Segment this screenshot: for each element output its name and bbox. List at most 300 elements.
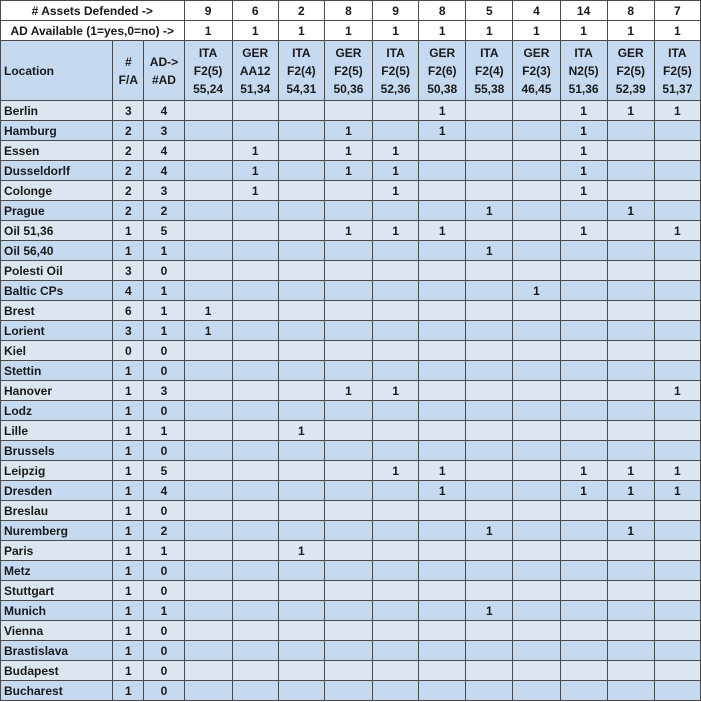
assignment-cell[interactable] [513, 481, 560, 501]
assignment-cell[interactable] [324, 361, 372, 381]
assignment-cell[interactable]: 1 [278, 421, 324, 441]
assignment-cell[interactable] [184, 381, 232, 401]
assets-defended-value[interactable]: 8 [324, 1, 372, 21]
unit-column-header[interactable] [419, 41, 466, 101]
assignment-cell[interactable] [419, 261, 466, 281]
assignment-cell[interactable] [560, 561, 607, 581]
assignment-cell[interactable] [232, 401, 278, 421]
assignment-cell[interactable] [184, 461, 232, 481]
assignment-cell[interactable] [654, 161, 700, 181]
assignment-cell[interactable] [278, 621, 324, 641]
assignment-cell[interactable] [232, 201, 278, 221]
assignment-cell[interactable] [419, 661, 466, 681]
assignment-cell[interactable] [560, 421, 607, 441]
assignment-cell[interactable] [232, 461, 278, 481]
assignment-cell[interactable] [513, 641, 560, 661]
assignment-cell[interactable] [278, 561, 324, 581]
ad-cell[interactable]: 0 [144, 501, 184, 521]
assignment-cell[interactable] [232, 521, 278, 541]
fa-cell[interactable]: 4 [113, 281, 144, 301]
assignment-cell[interactable] [373, 641, 419, 661]
unit-column-header[interactable] [232, 41, 278, 101]
ad-cell[interactable]: 4 [144, 101, 184, 121]
assignment-cell[interactable]: 1 [560, 161, 607, 181]
assignment-cell[interactable]: 1 [373, 381, 419, 401]
assignment-cell[interactable] [324, 401, 372, 421]
assignment-cell[interactable]: 1 [419, 101, 466, 121]
assignment-cell[interactable] [513, 461, 560, 481]
assignment-cell[interactable] [232, 501, 278, 521]
assignment-cell[interactable]: 1 [654, 461, 700, 481]
assignment-cell[interactable] [184, 141, 232, 161]
assignment-cell[interactable] [373, 561, 419, 581]
assignment-cell[interactable] [184, 281, 232, 301]
assignment-cell[interactable] [184, 581, 232, 601]
assignment-cell[interactable]: 1 [373, 141, 419, 161]
assignment-cell[interactable] [513, 681, 560, 701]
assignment-cell[interactable] [419, 321, 466, 341]
assets-defended-value[interactable]: 8 [419, 1, 466, 21]
assignment-cell[interactable] [373, 401, 419, 421]
fa-cell[interactable]: 6 [113, 301, 144, 321]
assignment-cell[interactable] [419, 581, 466, 601]
assignment-cell[interactable] [654, 261, 700, 281]
assignment-cell[interactable] [654, 441, 700, 461]
assignment-cell[interactable]: 1 [654, 381, 700, 401]
location-cell[interactable]: Brest [1, 301, 113, 321]
assignment-cell[interactable] [324, 181, 372, 201]
location-cell[interactable]: Hamburg [1, 121, 113, 141]
assignment-cell[interactable] [184, 501, 232, 521]
assignment-cell[interactable] [419, 641, 466, 661]
assignment-cell[interactable] [607, 281, 654, 301]
assignment-cell[interactable] [232, 661, 278, 681]
fa-cell[interactable]: 3 [113, 101, 144, 121]
fa-cell[interactable]: 1 [113, 241, 144, 261]
assignment-cell[interactable] [513, 161, 560, 181]
assignment-cell[interactable] [466, 181, 513, 201]
assignment-cell[interactable] [184, 421, 232, 441]
assignment-cell[interactable] [513, 321, 560, 341]
assignment-cell[interactable] [607, 261, 654, 281]
ad-cell[interactable]: 0 [144, 261, 184, 281]
assignment-cell[interactable] [184, 241, 232, 261]
assignment-cell[interactable] [184, 121, 232, 141]
unit-column-header[interactable] [184, 41, 232, 101]
ad-cell[interactable]: 4 [144, 481, 184, 501]
assignment-cell[interactable] [560, 641, 607, 661]
assignment-cell[interactable] [278, 501, 324, 521]
assignment-cell[interactable] [324, 621, 372, 641]
assignment-cell[interactable] [232, 221, 278, 241]
assignment-cell[interactable] [373, 341, 419, 361]
assignment-cell[interactable] [607, 541, 654, 561]
assignment-cell[interactable] [278, 381, 324, 401]
assignment-cell[interactable] [278, 481, 324, 501]
assignment-cell[interactable] [513, 121, 560, 141]
assignment-cell[interactable] [607, 501, 654, 521]
ad-cell[interactable]: 0 [144, 401, 184, 421]
location-cell[interactable]: Berlin [1, 101, 113, 121]
ad-cell[interactable]: 2 [144, 201, 184, 221]
assignment-cell[interactable] [607, 121, 654, 141]
assignment-cell[interactable] [184, 221, 232, 241]
assignment-cell[interactable]: 1 [419, 221, 466, 241]
assignment-cell[interactable] [560, 521, 607, 541]
assignment-cell[interactable] [278, 321, 324, 341]
ad-cell[interactable]: 1 [144, 301, 184, 321]
location-cell[interactable]: Prague [1, 201, 113, 221]
assignment-cell[interactable]: 1 [324, 381, 372, 401]
fa-cell[interactable]: 2 [113, 181, 144, 201]
unit-column-header[interactable] [373, 41, 419, 101]
assignment-cell[interactable] [560, 581, 607, 601]
assignment-cell[interactable] [419, 541, 466, 561]
assignment-cell[interactable] [560, 441, 607, 461]
assignment-cell[interactable]: 1 [278, 541, 324, 561]
fa-cell[interactable]: 2 [113, 141, 144, 161]
assignment-cell[interactable] [560, 401, 607, 421]
assignment-cell[interactable] [466, 361, 513, 381]
ad-available-value[interactable]: 1 [607, 21, 654, 41]
assignment-cell[interactable] [278, 661, 324, 681]
location-cell[interactable]: Munich [1, 601, 113, 621]
location-cell[interactable]: Vienna [1, 621, 113, 641]
assignment-cell[interactable] [324, 661, 372, 681]
assignment-cell[interactable]: 1 [373, 161, 419, 181]
assignment-cell[interactable] [654, 561, 700, 581]
fa-cell[interactable]: 1 [113, 481, 144, 501]
ad-cell[interactable]: 4 [144, 141, 184, 161]
assignment-cell[interactable] [607, 241, 654, 261]
ad-cell[interactable]: 5 [144, 461, 184, 481]
assignment-cell[interactable] [654, 241, 700, 261]
fa-cell[interactable]: 1 [113, 381, 144, 401]
assignment-cell[interactable] [232, 541, 278, 561]
assignment-cell[interactable] [184, 441, 232, 461]
fa-cell[interactable]: 0 [113, 341, 144, 361]
assignment-cell[interactable] [324, 341, 372, 361]
ad-available-value[interactable]: 1 [560, 21, 607, 41]
assignment-cell[interactable] [278, 201, 324, 221]
assignment-cell[interactable] [373, 201, 419, 221]
assets-defended-value[interactable]: 9 [184, 1, 232, 21]
assignment-cell[interactable] [232, 301, 278, 321]
location-cell[interactable]: Kiel [1, 341, 113, 361]
assignment-cell[interactable] [184, 601, 232, 621]
assignment-cell[interactable] [184, 521, 232, 541]
assignment-cell[interactable] [419, 421, 466, 441]
assignment-cell[interactable] [607, 441, 654, 461]
assignment-cell[interactable] [373, 421, 419, 441]
assignment-cell[interactable] [513, 181, 560, 201]
assignment-cell[interactable] [466, 641, 513, 661]
assignment-cell[interactable] [607, 321, 654, 341]
assignment-cell[interactable]: 1 [560, 101, 607, 121]
assignment-cell[interactable] [278, 641, 324, 661]
location-cell[interactable]: Baltic CPs [1, 281, 113, 301]
location-cell[interactable]: Dresden [1, 481, 113, 501]
unit-column-header[interactable] [560, 41, 607, 101]
assignment-cell[interactable] [419, 301, 466, 321]
assignment-cell[interactable] [278, 161, 324, 181]
assignment-cell[interactable]: 1 [466, 601, 513, 621]
assignment-cell[interactable] [419, 681, 466, 701]
assignment-cell[interactable] [560, 601, 607, 621]
assignment-cell[interactable] [419, 161, 466, 181]
assignment-cell[interactable] [513, 501, 560, 521]
fa-cell[interactable]: 3 [113, 321, 144, 341]
assignment-cell[interactable] [373, 241, 419, 261]
ad-available-value[interactable]: 1 [278, 21, 324, 41]
assignment-cell[interactable] [324, 481, 372, 501]
assignment-cell[interactable] [513, 261, 560, 281]
fa-cell[interactable]: 3 [113, 261, 144, 281]
location-cell[interactable]: Nuremberg [1, 521, 113, 541]
assignment-cell[interactable] [278, 441, 324, 461]
assignment-cell[interactable] [654, 601, 700, 621]
assignment-cell[interactable] [324, 281, 372, 301]
assignment-cell[interactable] [466, 441, 513, 461]
assignment-cell[interactable]: 1 [324, 141, 372, 161]
ad-cell[interactable]: 0 [144, 441, 184, 461]
ad-available-value[interactable]: 1 [513, 21, 560, 41]
assignment-cell[interactable] [373, 681, 419, 701]
assignment-cell[interactable] [513, 541, 560, 561]
ad-cell[interactable]: 1 [144, 541, 184, 561]
assignment-cell[interactable] [184, 621, 232, 641]
assignment-cell[interactable] [373, 541, 419, 561]
location-cell[interactable]: Budapest [1, 661, 113, 681]
assignment-cell[interactable] [654, 301, 700, 321]
fa-cell[interactable]: 2 [113, 121, 144, 141]
assignment-cell[interactable]: 1 [466, 241, 513, 261]
fa-cell[interactable]: 1 [113, 361, 144, 381]
assignment-cell[interactable] [184, 661, 232, 681]
fa-cell[interactable]: 1 [113, 661, 144, 681]
assignment-cell[interactable] [278, 601, 324, 621]
assignment-cell[interactable] [278, 181, 324, 201]
location-cell[interactable]: Lodz [1, 401, 113, 421]
fa-cell[interactable]: 1 [113, 441, 144, 461]
assignment-cell[interactable] [232, 481, 278, 501]
assignment-cell[interactable] [513, 601, 560, 621]
assignment-cell[interactable] [654, 501, 700, 521]
assignment-cell[interactable] [513, 141, 560, 161]
location-cell[interactable]: Leipzig [1, 461, 113, 481]
assignment-cell[interactable]: 1 [232, 161, 278, 181]
assignment-cell[interactable] [466, 121, 513, 141]
assignment-cell[interactable] [419, 241, 466, 261]
assignment-cell[interactable] [419, 281, 466, 301]
assignment-cell[interactable] [278, 401, 324, 421]
assignment-cell[interactable] [278, 141, 324, 161]
assets-defended-value[interactable]: 5 [466, 1, 513, 21]
assignment-cell[interactable] [373, 301, 419, 321]
assignment-cell[interactable] [607, 361, 654, 381]
assignment-cell[interactable]: 1 [324, 221, 372, 241]
assignment-cell[interactable]: 1 [607, 461, 654, 481]
assignment-cell[interactable] [232, 101, 278, 121]
assignment-cell[interactable] [560, 261, 607, 281]
assignment-cell[interactable] [466, 161, 513, 181]
ad-cell[interactable]: 0 [144, 621, 184, 641]
assignment-cell[interactable] [184, 181, 232, 201]
assignment-cell[interactable] [373, 121, 419, 141]
assignment-cell[interactable] [607, 681, 654, 701]
location-cell[interactable]: Essen [1, 141, 113, 161]
assignment-cell[interactable] [232, 681, 278, 701]
assignment-cell[interactable] [232, 441, 278, 461]
assignment-cell[interactable] [654, 581, 700, 601]
assignment-cell[interactable] [466, 621, 513, 641]
location-cell[interactable]: Lille [1, 421, 113, 441]
location-cell[interactable]: Stettin [1, 361, 113, 381]
assignment-cell[interactable] [232, 621, 278, 641]
assignment-cell[interactable] [419, 561, 466, 581]
assignment-cell[interactable] [560, 501, 607, 521]
assignment-cell[interactable] [373, 441, 419, 461]
assignment-cell[interactable] [560, 341, 607, 361]
assignment-cell[interactable] [607, 421, 654, 441]
ad-cell[interactable]: 1 [144, 601, 184, 621]
assignment-cell[interactable] [373, 321, 419, 341]
fa-cell[interactable]: 1 [113, 401, 144, 421]
assignment-cell[interactable] [607, 661, 654, 681]
assignment-cell[interactable] [373, 361, 419, 381]
assignment-cell[interactable] [513, 421, 560, 441]
assignment-cell[interactable] [324, 561, 372, 581]
assignment-cell[interactable] [513, 441, 560, 461]
assignment-cell[interactable] [324, 241, 372, 261]
assignment-cell[interactable] [278, 581, 324, 601]
assignment-cell[interactable] [607, 301, 654, 321]
assignment-cell[interactable] [466, 541, 513, 561]
assignment-cell[interactable] [419, 501, 466, 521]
assignment-cell[interactable]: 1 [560, 141, 607, 161]
fa-cell[interactable]: 1 [113, 561, 144, 581]
assignment-cell[interactable] [560, 661, 607, 681]
fa-cell[interactable]: 1 [113, 521, 144, 541]
assignment-cell[interactable] [278, 101, 324, 121]
assignment-cell[interactable] [373, 101, 419, 121]
assignment-cell[interactable] [513, 201, 560, 221]
assignment-cell[interactable] [278, 221, 324, 241]
assignment-cell[interactable] [466, 101, 513, 121]
assignment-cell[interactable] [654, 201, 700, 221]
assignment-cell[interactable] [373, 661, 419, 681]
assignment-cell[interactable]: 1 [232, 181, 278, 201]
assignment-cell[interactable]: 1 [324, 121, 372, 141]
assignment-cell[interactable] [466, 321, 513, 341]
assets-defended-value[interactable]: 14 [560, 1, 607, 21]
ad-cell[interactable]: 3 [144, 381, 184, 401]
assignment-cell[interactable] [466, 141, 513, 161]
assignment-cell[interactable] [373, 481, 419, 501]
assignment-cell[interactable] [419, 181, 466, 201]
assignment-cell[interactable] [560, 381, 607, 401]
assignment-cell[interactable]: 1 [184, 301, 232, 321]
assignment-cell[interactable] [654, 421, 700, 441]
fa-cell[interactable]: 2 [113, 161, 144, 181]
assignment-cell[interactable]: 1 [513, 281, 560, 301]
assignment-cell[interactable] [513, 241, 560, 261]
assignment-cell[interactable]: 1 [419, 481, 466, 501]
assignment-cell[interactable] [419, 381, 466, 401]
assignment-cell[interactable] [373, 281, 419, 301]
assignment-cell[interactable] [654, 401, 700, 421]
assignment-cell[interactable] [654, 681, 700, 701]
assignment-cell[interactable] [232, 561, 278, 581]
assignment-cell[interactable] [466, 261, 513, 281]
assignment-cell[interactable] [466, 421, 513, 441]
assignment-cell[interactable] [607, 221, 654, 241]
assets-defended-label[interactable]: # Assets Defended -> [1, 1, 185, 21]
assignment-cell[interactable] [513, 661, 560, 681]
assignment-cell[interactable]: 1 [419, 461, 466, 481]
fa-cell[interactable]: 1 [113, 641, 144, 661]
unit-column-header[interactable] [278, 41, 324, 101]
assignment-cell[interactable] [184, 681, 232, 701]
assignment-cell[interactable] [184, 481, 232, 501]
assignment-cell[interactable] [232, 601, 278, 621]
assignment-cell[interactable] [184, 641, 232, 661]
location-cell[interactable]: Colonge [1, 181, 113, 201]
assignment-cell[interactable] [560, 361, 607, 381]
ad-cell[interactable]: 1 [144, 241, 184, 261]
location-cell[interactable]: Paris [1, 541, 113, 561]
unit-column-header[interactable] [654, 41, 700, 101]
location-header[interactable]: Location [1, 41, 113, 101]
assignment-cell[interactable] [184, 341, 232, 361]
assignment-cell[interactable] [324, 441, 372, 461]
ad-cell[interactable]: 4 [144, 161, 184, 181]
assignment-cell[interactable]: 1 [607, 481, 654, 501]
assignment-cell[interactable] [324, 261, 372, 281]
assignment-cell[interactable]: 1 [607, 201, 654, 221]
assignment-cell[interactable] [560, 321, 607, 341]
assignment-cell[interactable] [419, 201, 466, 221]
assignment-cell[interactable] [232, 241, 278, 261]
fa-cell[interactable]: 1 [113, 421, 144, 441]
assignment-cell[interactable] [513, 101, 560, 121]
assets-defended-value[interactable]: 2 [278, 1, 324, 21]
assignment-cell[interactable] [419, 441, 466, 461]
ad-header[interactable] [144, 41, 184, 101]
unit-column-header[interactable] [607, 41, 654, 101]
ad-available-value[interactable]: 1 [184, 21, 232, 41]
assignment-cell[interactable] [278, 461, 324, 481]
assignment-cell[interactable] [607, 141, 654, 161]
ad-cell[interactable]: 1 [144, 281, 184, 301]
assignment-cell[interactable] [419, 141, 466, 161]
fa-cell[interactable]: 1 [113, 581, 144, 601]
assignment-cell[interactable] [373, 501, 419, 521]
assets-defended-value[interactable]: 7 [654, 1, 700, 21]
assignment-cell[interactable] [324, 601, 372, 621]
location-cell[interactable]: Polesti Oil [1, 261, 113, 281]
unit-column-header[interactable] [466, 41, 513, 101]
assignment-cell[interactable] [654, 141, 700, 161]
assignment-cell[interactable] [466, 561, 513, 581]
assignment-cell[interactable] [232, 421, 278, 441]
assignment-cell[interactable] [513, 361, 560, 381]
assignment-cell[interactable] [232, 361, 278, 381]
location-cell[interactable]: Brastislava [1, 641, 113, 661]
assignment-cell[interactable] [607, 581, 654, 601]
location-cell[interactable]: Lorient [1, 321, 113, 341]
fa-header[interactable] [113, 41, 144, 101]
